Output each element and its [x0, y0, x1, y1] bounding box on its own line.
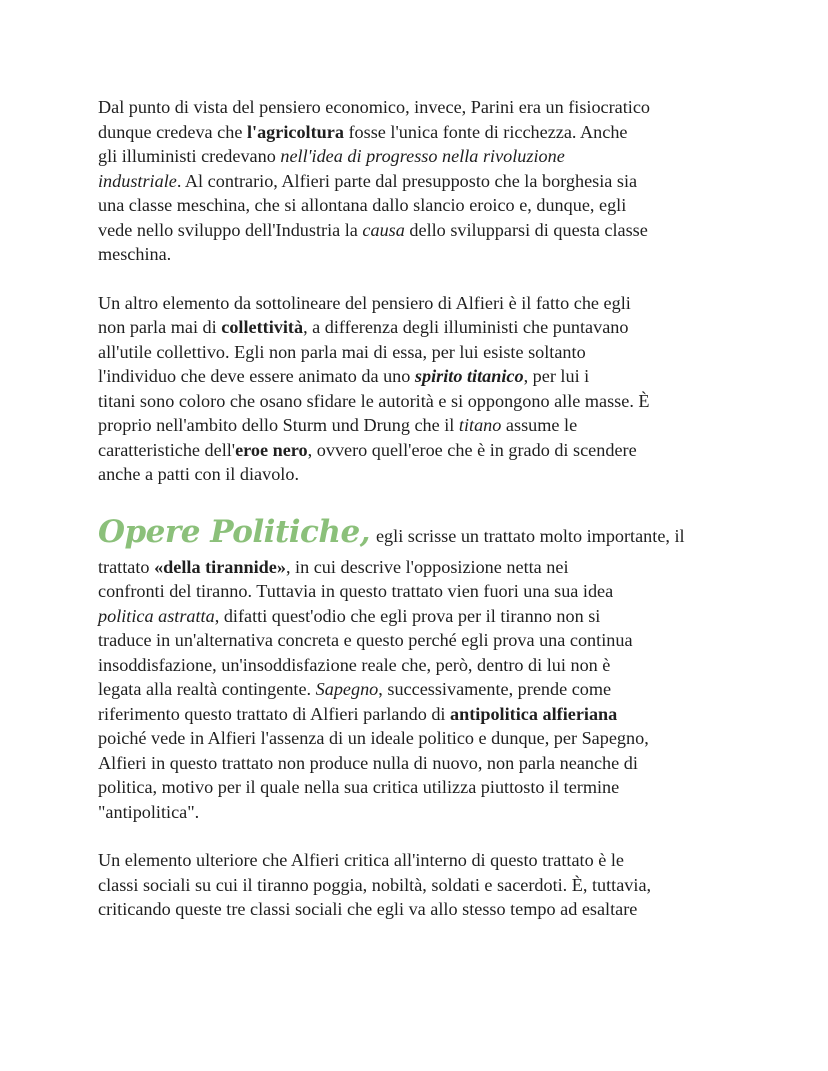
text-line: classi sociali su cui il tiranno poggia, nobiltà, soldati e sacerdoti. È, tuttavia,: [98, 874, 652, 895]
paragraph-political-works: [98, 509, 738, 825]
text-line: [98, 169, 738, 194]
text-run: gli illuministi credevano: [98, 146, 281, 166]
text-line: [98, 702, 738, 727]
text-line: politica, motivo per il quale nella sua critica utilizza piuttosto il termine: [98, 777, 620, 797]
text-line: [98, 315, 738, 340]
text-line: titani sono coloro che osano sfidare le autorità e si oppongono alle masse. È: [98, 390, 650, 411]
text-line: [98, 413, 738, 438]
italic-phrase: politica astratta: [98, 605, 215, 626]
text-line: Dal punto di vista del pensiero economico, invece, Parini era un fisiocratico: [98, 97, 651, 117]
text-run: dello svilupparsi di questa classe: [404, 219, 648, 240]
paragraph-social-classes: [98, 848, 738, 922]
bold-italic-term-spirito-titanico: spirito titanico: [414, 366, 524, 386]
text-run: , in cui descrive l'opposizione netta nei: [285, 556, 569, 577]
heading-line: [98, 509, 738, 555]
text-run: fosse l'unica fonte di ricchezza. Anche: [343, 121, 628, 142]
text-line: insoddisfazione, un'insoddisfazione reale che, però, dentro di lui non è: [98, 654, 611, 675]
bold-term-eroe-nero: eroe nero: [235, 439, 308, 460]
paragraph-collectivity: [98, 291, 738, 487]
italic-phrase: industriale: [98, 170, 177, 191]
text-line: "antipolitica".: [98, 801, 200, 822]
text-line: all'utile collettivo. Egli non parla mai di essa, per lui esiste soltanto: [98, 341, 586, 362]
text-line: anche a patti con il diavolo.: [98, 464, 300, 484]
italic-phrase: nell'idea di progresso nella rivoluzione: [280, 146, 565, 166]
section-heading: Opere Politiche,: [98, 513, 370, 550]
text-run: , per lui i: [523, 366, 590, 386]
text-run: l'individuo che deve essere animato da uno: [98, 366, 415, 386]
bold-term-collettivita: collettività: [221, 317, 304, 337]
text-run: non parla mai di: [98, 317, 222, 337]
text-line: traduce in un'alternativa concreta e questo perché egli prova una continua: [98, 630, 633, 650]
text-run: trattato: [98, 556, 155, 577]
text-line: [98, 604, 738, 629]
text-line: [98, 120, 738, 145]
text-run: vede nello sviluppo dell'Industria la: [98, 219, 363, 240]
text-line: [98, 364, 738, 389]
italic-term-causa: causa: [362, 219, 405, 240]
text-line: una classe meschina, che si allontana dallo slancio eroico e, dunque, egli: [98, 195, 627, 215]
text-run: legata alla realtà contingente.: [98, 679, 316, 699]
text-run: , difatti quest'odio che egli prova per il tiranno non si: [214, 605, 601, 626]
bold-term-agricoltura: l'agricoltura: [246, 121, 344, 142]
text-run: caratteristiche dell': [98, 439, 236, 460]
italic-term-titano: titano: [458, 415, 502, 435]
text-line: criticando queste tre classi sociali che egli va allo stesso tempo ad esaltare: [98, 899, 638, 919]
text-run: riferimento questo trattato di Alfieri parlando di: [98, 703, 451, 724]
italic-name-sapegno: Sapegno: [315, 679, 379, 699]
text-run: , a differenza degli illuministi che puntavano: [303, 317, 629, 337]
text-run: assume le: [501, 415, 578, 435]
text-run: proprio nell'ambito dello Sturm und Drung che il: [98, 415, 459, 435]
bold-title-della-tirannide: «della tirannide»: [154, 556, 286, 577]
text-line: Un altro elemento da sottolineare del pensiero di Alfieri è il fatto che egli: [98, 292, 631, 313]
text-run: , ovvero quell'eroe che è in grado di scendere: [307, 439, 637, 460]
paragraph-economic-thought: [98, 95, 738, 267]
text-line: [98, 555, 738, 580]
text-line: confronti del tiranno. Tuttavia in questo trattato vien fuori una sua idea: [98, 581, 614, 601]
document-page: [98, 95, 738, 922]
text-line: meschina.: [98, 244, 172, 264]
text-line: [98, 438, 738, 463]
text-line: Alfieri in questo trattato non produce nulla di nuovo, non parla neanche di: [98, 752, 638, 773]
text-line: poiché vede in Alfieri l'assenza di un ideale politico e dunque, per Sapegno,: [98, 728, 649, 748]
text-run: , successivamente, prende come: [378, 679, 612, 699]
text-run: egli scrisse un trattato molto importante, il: [375, 525, 685, 546]
text-line: Un elemento ulteriore che Alfieri critica all'interno di questo trattato è le: [98, 850, 624, 870]
text-line: [98, 218, 738, 243]
text-run: dunque credeva che: [98, 121, 247, 142]
text-line: [98, 144, 738, 169]
text-run: . Al contrario, Alfieri parte dal presupposto che la borghesia sia: [176, 170, 638, 191]
bold-term-antipolitica: antipolitica alfieriana: [450, 703, 618, 724]
text-line: [98, 677, 738, 702]
